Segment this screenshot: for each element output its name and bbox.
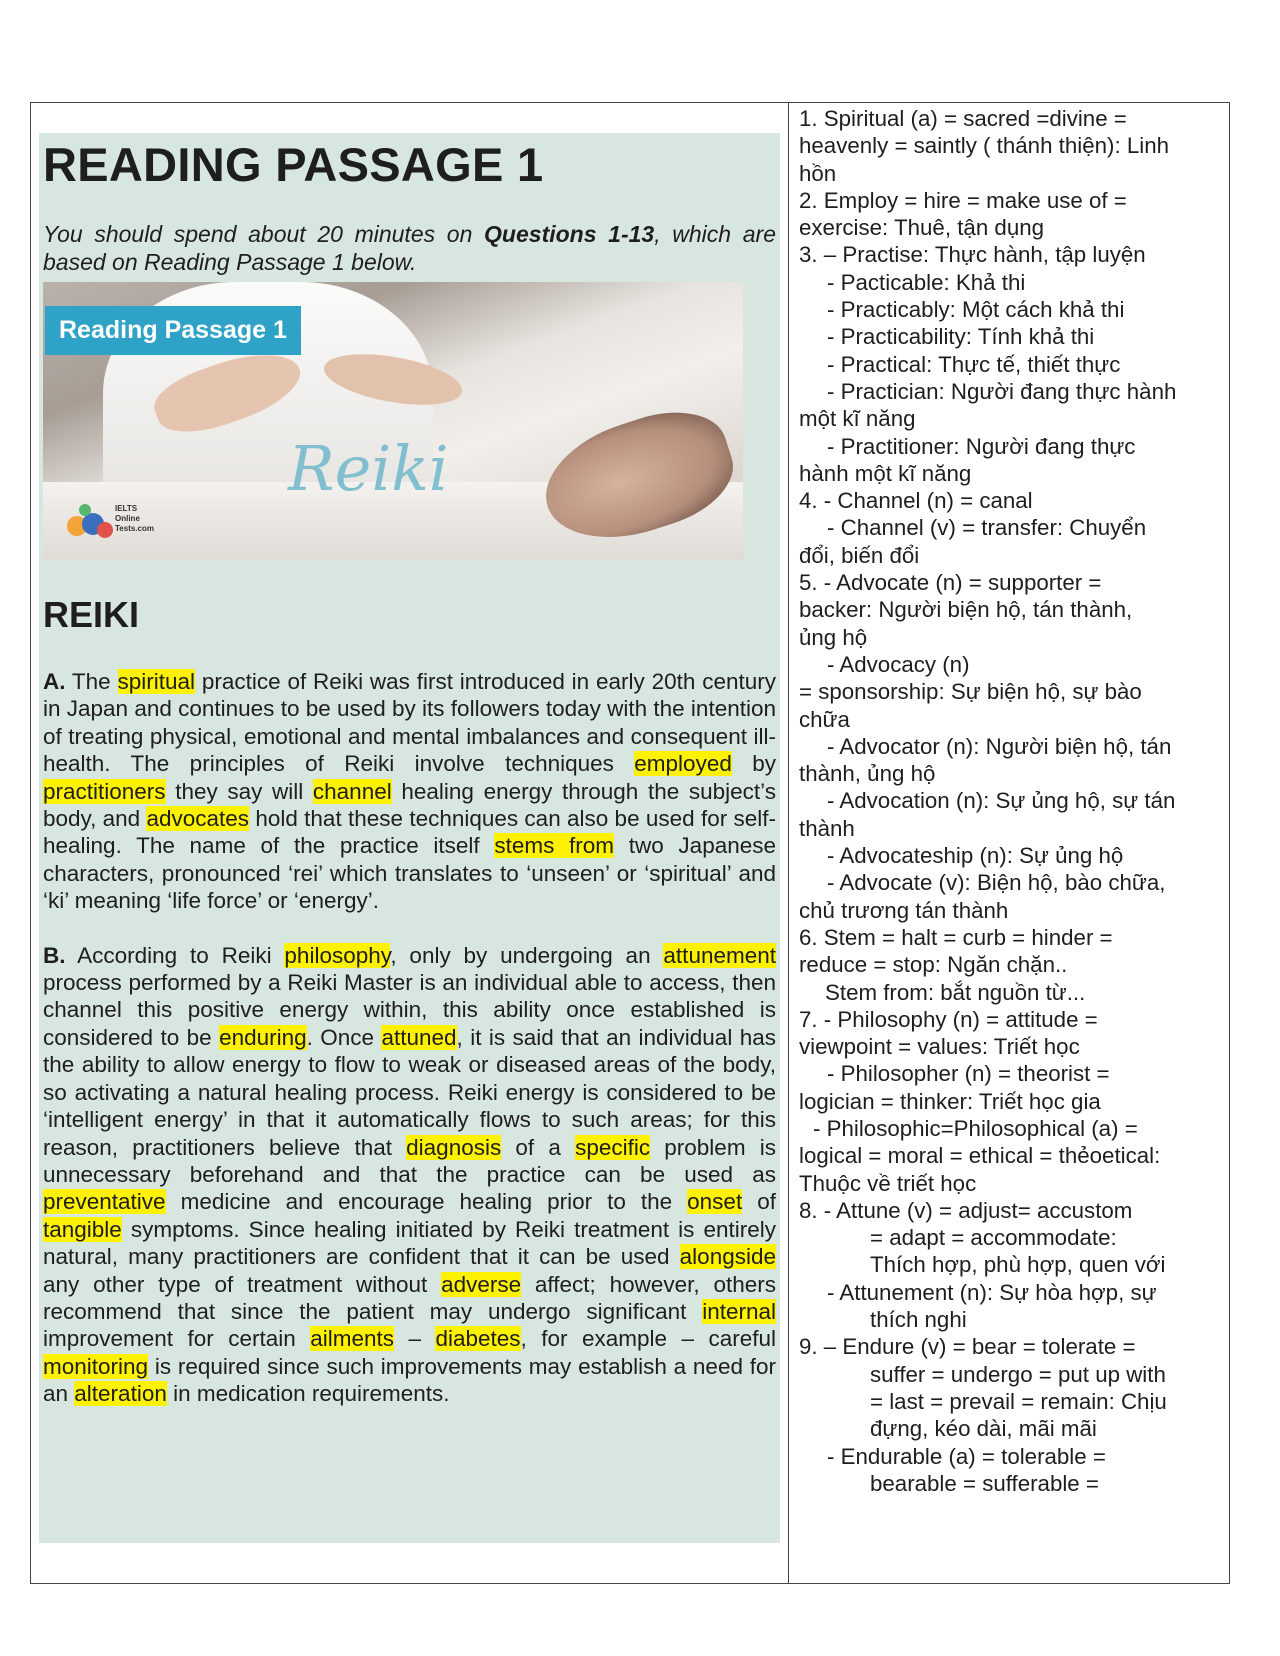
vocab-line: 8. - Attune (v) = adjust= accustom (799, 1197, 1133, 1223)
vocab-line: - Attunement (n): Sự hòa hợp, sự (827, 1279, 1157, 1305)
passage-heading: REIKI (43, 594, 140, 635)
passage-text: symptoms. Since healing initiated by Reiki treatment is entirely natural, many practitioners are confident that it can be used (43, 1216, 776, 1270)
vocab-line: - Philosophic=Philosophical (a) = (813, 1115, 1138, 1141)
logo-text-line: IELTS (115, 504, 138, 513)
vocab-line: 9. – Endure (v) = bear = tolerate = (799, 1334, 1136, 1360)
vocab-line: exercise: Thuê, tận dụng (799, 215, 1045, 241)
instructions-questions: Questions 1-13 (484, 221, 655, 247)
highlighted-word: spiritual (117, 669, 196, 694)
vocab-line: thích nghi (870, 1307, 967, 1333)
vocab-line: backer: Người biện hộ, tán thành, (799, 597, 1133, 623)
photo-label: Reading Passage 1 (45, 306, 301, 355)
vocab-line: - Practitioner: Người đang thực (827, 433, 1136, 459)
vocab-line: = last = prevail = remain: Chịu (870, 1388, 1167, 1414)
vocab-line: 3. – Practise: Thực hành, tập luyện (799, 242, 1146, 268)
vocab-line: một kĩ năng (799, 406, 916, 432)
vocab-line: - Philosopher (n) = theorist = (827, 1061, 1110, 1087)
passage-text: , it is said that an individual has the ability to allow energy to flow to weak or diseased areas of the body, so activating a natural healing process. Reiki energy is considered to be ‘intelligent energy’ in that it automatically flows to such areas; for this reason, practitioners believe that (43, 1024, 776, 1160)
vocab-line: 5. - Advocate (n) = supporter = (799, 570, 1102, 596)
highlighted-word: diagnosis (406, 1134, 502, 1160)
passage-text: The (65, 669, 118, 694)
vocab-line: suffer = undergo = put up with (870, 1361, 1166, 1387)
highlighted-word: adverse (441, 1271, 522, 1297)
vocab-line: = sponsorship: Sự biện hộ, sự bào (799, 679, 1142, 705)
highlighted-word: advocates (146, 806, 250, 832)
passage-title: READING PASSAGE 1 (43, 138, 544, 191)
highlighted-word: employed (634, 751, 732, 777)
vocab-line: - Practician: Người đang thực hành (827, 378, 1177, 404)
vocab-line: ủng hộ (799, 624, 868, 650)
vocab-line: heavenly = saintly ( thánh thiện): Linh (799, 133, 1169, 159)
highlighted-word: practitioners (43, 778, 166, 804)
passage-text: problem is unnecessary beforehand and that the practice can be used as (43, 1134, 776, 1187)
vocab-line: hồn (799, 160, 837, 186)
passage-text: According to Reiki (65, 942, 285, 968)
reiki-photo (43, 282, 743, 560)
passage-text: by (731, 751, 776, 777)
vocab-line: 4. - Channel (n) = canal (799, 488, 1033, 514)
instructions-post: , which are based on Reading Passage 1 below. (43, 221, 776, 275)
paragraph-b (43, 942, 776, 1408)
highlighted-word: diabetes (435, 1326, 521, 1352)
passage-text: is required since such improvements may establish a need for an (43, 1353, 776, 1407)
passage-text: any other type of treatment without (43, 1271, 442, 1297)
document-table (30, 102, 1230, 1584)
passage-text: practice of Reiki was first introduced in early 20th century in Japan and continues to be used by its followers today with the intention of treating physical, emotional and mental imbalances and consequent ill-health. The principles of Reiki involve techniques (43, 669, 776, 777)
paragraph-letter: A. (43, 669, 66, 694)
highlighted-word: alteration (74, 1381, 167, 1407)
passage-text: they say will (165, 778, 313, 804)
vocab-line: 6. Stem = halt = curb = hinder = (799, 924, 1113, 950)
vocabulary-column (799, 103, 1227, 1497)
vocab-line: reduce = stop: Ngăn chặn.. (799, 952, 1068, 978)
vocab-line: thành (799, 815, 855, 841)
vocab-line: - Practical: Thực tế, thiết thực (827, 351, 1121, 377)
highlighted-word: philosophy (284, 942, 391, 968)
highlighted-word: channel (312, 778, 392, 804)
ielts-logo-icon (65, 500, 115, 542)
vocab-line: - Advocacy (n) (827, 651, 970, 677)
passage-text: , for example – careful (520, 1326, 776, 1352)
highlighted-word: alongside (679, 1244, 776, 1270)
vocab-line: - Channel (v) = transfer: Chuyển (827, 515, 1147, 541)
vocab-line: chữa (799, 706, 850, 732)
vocab-line: = adapt = accommodate: (870, 1225, 1117, 1251)
highlighted-word: monitoring (43, 1353, 149, 1379)
vocab-line: đổi, biến đổi (799, 542, 920, 568)
vocab-line: logician = thinker: Triết học gia (799, 1088, 1101, 1114)
highlighted-word: attunement (663, 942, 776, 968)
vocab-line: chủ trương tán thành (799, 897, 1009, 923)
highlighted-word: preventative (43, 1189, 166, 1215)
column-divider (788, 103, 789, 1583)
vocab-line: Stem from: bắt nguồn từ... (825, 979, 1086, 1005)
passage-text: two Japanese characters, pronounced ‘rei’ which translates to ‘unseen’ or ‘spiritual’ and ‘ki’ meaning ‘life force’ or ‘energy’. (43, 833, 777, 914)
instructions-pre: You should spend about 20 minutes on (43, 221, 485, 247)
logo-text-line: Online (115, 514, 140, 523)
vocab-line: - Advocate (v): Biện hộ, bào chữa, (827, 870, 1166, 896)
passage-text: improvement for certain (43, 1326, 311, 1352)
logo-text-line: Tests.com (115, 524, 154, 533)
passage-text: of (742, 1189, 776, 1215)
vocab-line: 7. - Philosophy (n) = attitude = (799, 1006, 1098, 1032)
vocab-line: viewpoint = values: Triết học (799, 1034, 1080, 1060)
highlighted-word: internal (702, 1298, 776, 1324)
vocab-line: - Pacticable: Khả thi (827, 269, 1026, 295)
highlighted-word: attuned (381, 1024, 457, 1050)
passage-text: . Once (306, 1024, 382, 1050)
vocab-line: logical = moral = ethical = thẻoetical: (799, 1143, 1161, 1169)
highlighted-word: onset (687, 1189, 743, 1215)
vocab-line: hành một kĩ năng (799, 460, 972, 486)
vocab-line: đựng, kéo dài, mãi mãi (870, 1416, 1097, 1442)
photo-script-text: Reiki (288, 432, 449, 505)
highlighted-word: ailments (310, 1326, 395, 1352)
instructions (43, 220, 776, 276)
vocab-line: - Practicably: Một cách khả thi (827, 297, 1125, 323)
passage-text: in medication requirements. (166, 1381, 450, 1407)
vocab-line: 1. Spiritual (a) = sacred =divine = (799, 106, 1127, 131)
vocab-line: - Advocateship (n): Sự ủng hộ (827, 843, 1124, 869)
passage-text: affect; however, others recommend that since the patient may undergo significant (43, 1271, 777, 1324)
passage-text: process performed by a Reiki Master is an individual able to access, then channel this positive energy within, this ability once established is considered to be (43, 970, 776, 1050)
passage-text: of a (501, 1134, 576, 1160)
passage-column (39, 133, 780, 1543)
vocab-line: bearable = sufferable = (870, 1470, 1099, 1496)
passage-text: – (394, 1326, 436, 1352)
vocab-line: - Endurable (a) = tolerable = (827, 1443, 1106, 1469)
vocab-line: - Advocation (n): Sự ủng hộ, sự tán (827, 788, 1176, 814)
passage-text: hold that these techniques can also be used for self-healing. The name of the practice itself (43, 806, 776, 859)
vocab-line: Thích hợp, phù hợp, quen với (870, 1252, 1166, 1278)
passage-text: , only by undergoing an (390, 942, 664, 968)
highlighted-word: specific (575, 1134, 651, 1160)
vocab-line: Thuộc về triết học (799, 1170, 977, 1196)
vocab-line: - Practicability: Tính khả thi (827, 324, 1095, 350)
highlighted-word: stems from (494, 833, 615, 859)
vocab-line: 2. Employ = hire = make use of = (799, 187, 1127, 213)
highlighted-word: tangible (43, 1216, 122, 1242)
paragraph-letter: B. (43, 942, 66, 968)
vocab-line: thành, ủng hộ (799, 761, 936, 787)
passage-text: healing energy through the subject’s body, and (43, 778, 777, 832)
highlighted-word: enduring (219, 1024, 307, 1050)
passage-text: medicine and encourage healing prior to the (165, 1189, 688, 1215)
logo-text (115, 504, 154, 534)
vocab-line: - Advocator (n): Người biện hộ, tán (827, 733, 1172, 759)
paragraph-a (43, 668, 776, 915)
